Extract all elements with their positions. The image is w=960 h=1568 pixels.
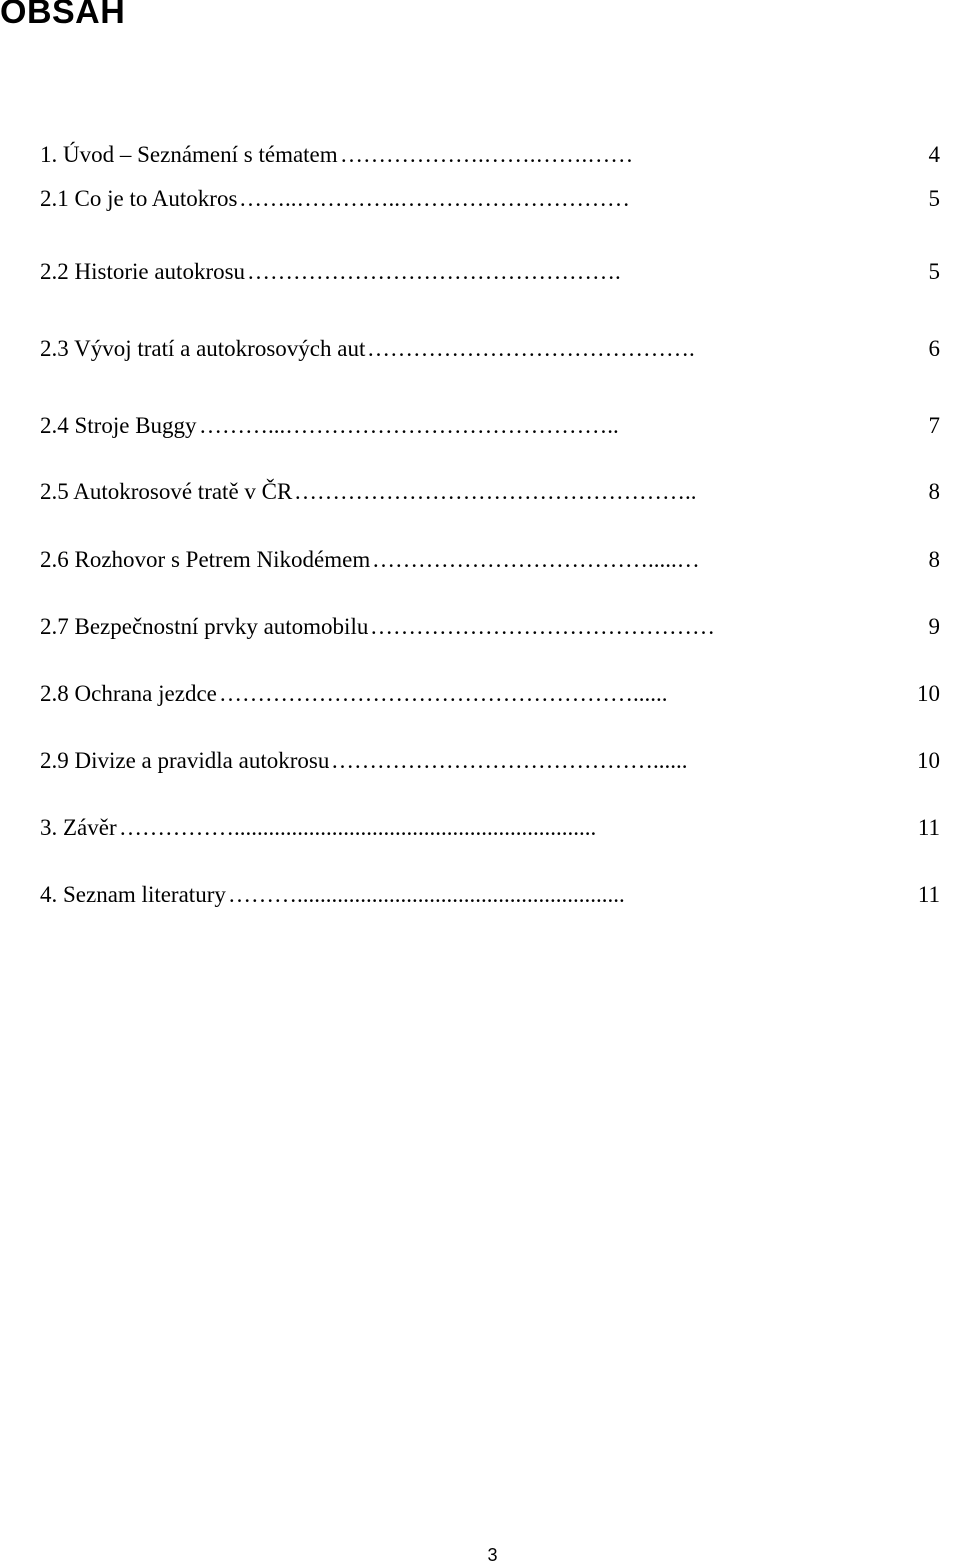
toc-entry-title: 2.5 Autokrosové tratě v ČR [40, 479, 293, 504]
toc-entry-seznam-literatury [40, 880, 940, 910]
toc-entry-co-je-to-autokros [40, 184, 940, 214]
toc-entry-bezpecnostni-prvky [40, 612, 940, 642]
toc-entry-page: 9 [928, 614, 940, 639]
toc-entry-leader: ………......................................................... [228, 882, 625, 907]
toc-entry-title: 2.2 Historie autokrosu [40, 259, 246, 284]
toc-entry-leader: ……..…………..………………………… [239, 186, 630, 211]
toc-entry-page: 4 [928, 142, 940, 167]
toc-entry-title: 2.9 Divize a pravidla autokrosu [40, 748, 330, 773]
toc-entry-page: 5 [928, 186, 940, 211]
toc-entry-leader: ……………….…….…….…… [340, 142, 634, 167]
toc-entry-leader: ……………………………………… [370, 614, 715, 639]
toc-entry-title: 2.1 Co je to Autokros [40, 186, 238, 211]
toc-entry-leader: …………………………………………. [247, 259, 621, 284]
toc-entry-divize-a-pravidla [40, 746, 940, 776]
toc-entry-leader: ……………............................................................... [119, 815, 597, 840]
toc-entry-page: 7 [928, 413, 940, 438]
toc-entry-page: 11 [917, 815, 940, 840]
toc-entry-leader: ……………………………….....… [372, 547, 700, 572]
toc-entry-title: 2.7 Bezpečnostní prvky automobilu [40, 614, 369, 639]
toc-entry-leader: ………...…………………………………….. [199, 413, 619, 438]
toc-entry-trate-v-cr [40, 477, 940, 507]
toc-entry-ochrana-jezdce [40, 679, 940, 709]
toc-entry-title: 2.8 Ochrana jezdce [40, 681, 217, 706]
toc-entry-title: 3. Závěr [40, 815, 117, 840]
toc-entry-page: 10 [917, 748, 940, 773]
toc-entry-vyvoj-trati [40, 334, 940, 364]
toc-entry-page: 6 [928, 336, 940, 361]
toc-entry-page: 8 [928, 479, 940, 504]
toc-entry-leader: ………………………………………………...... [219, 681, 668, 706]
page-heading: OBSAH [0, 0, 126, 31]
toc-entry-title: 2.4 Stroje Buggy [40, 413, 197, 438]
page-number: 3 [487, 1545, 498, 1565]
toc-entry-leader: ……………………………………...... [331, 748, 688, 773]
toc-entry-page: 5 [928, 259, 940, 284]
toc-entry-uvod [40, 140, 940, 170]
toc-entry-title: 2.3 Vývoj tratí a autokrosových aut [40, 336, 366, 361]
toc-entry-title: 4. Seznam literatury [40, 882, 226, 907]
toc-entry-rozhovor [40, 545, 940, 575]
toc-entry-historie [40, 257, 940, 287]
toc-entry-page: 10 [917, 681, 940, 706]
toc-entry-leader: …………………………………………….. [294, 479, 697, 504]
toc-entry-page: 11 [917, 882, 940, 907]
toc-entry-page: 8 [928, 547, 940, 572]
toc-entry-leader: ……………………………………. [367, 336, 695, 361]
toc-entry-stroje-buggy [40, 411, 940, 441]
toc-entry-title: 2.6 Rozhovor s Petrem Nikodémem [40, 547, 371, 572]
toc-entry-title: 1. Úvod – Seznámení s tématem [40, 142, 338, 167]
toc-entry-zaver [40, 813, 940, 843]
